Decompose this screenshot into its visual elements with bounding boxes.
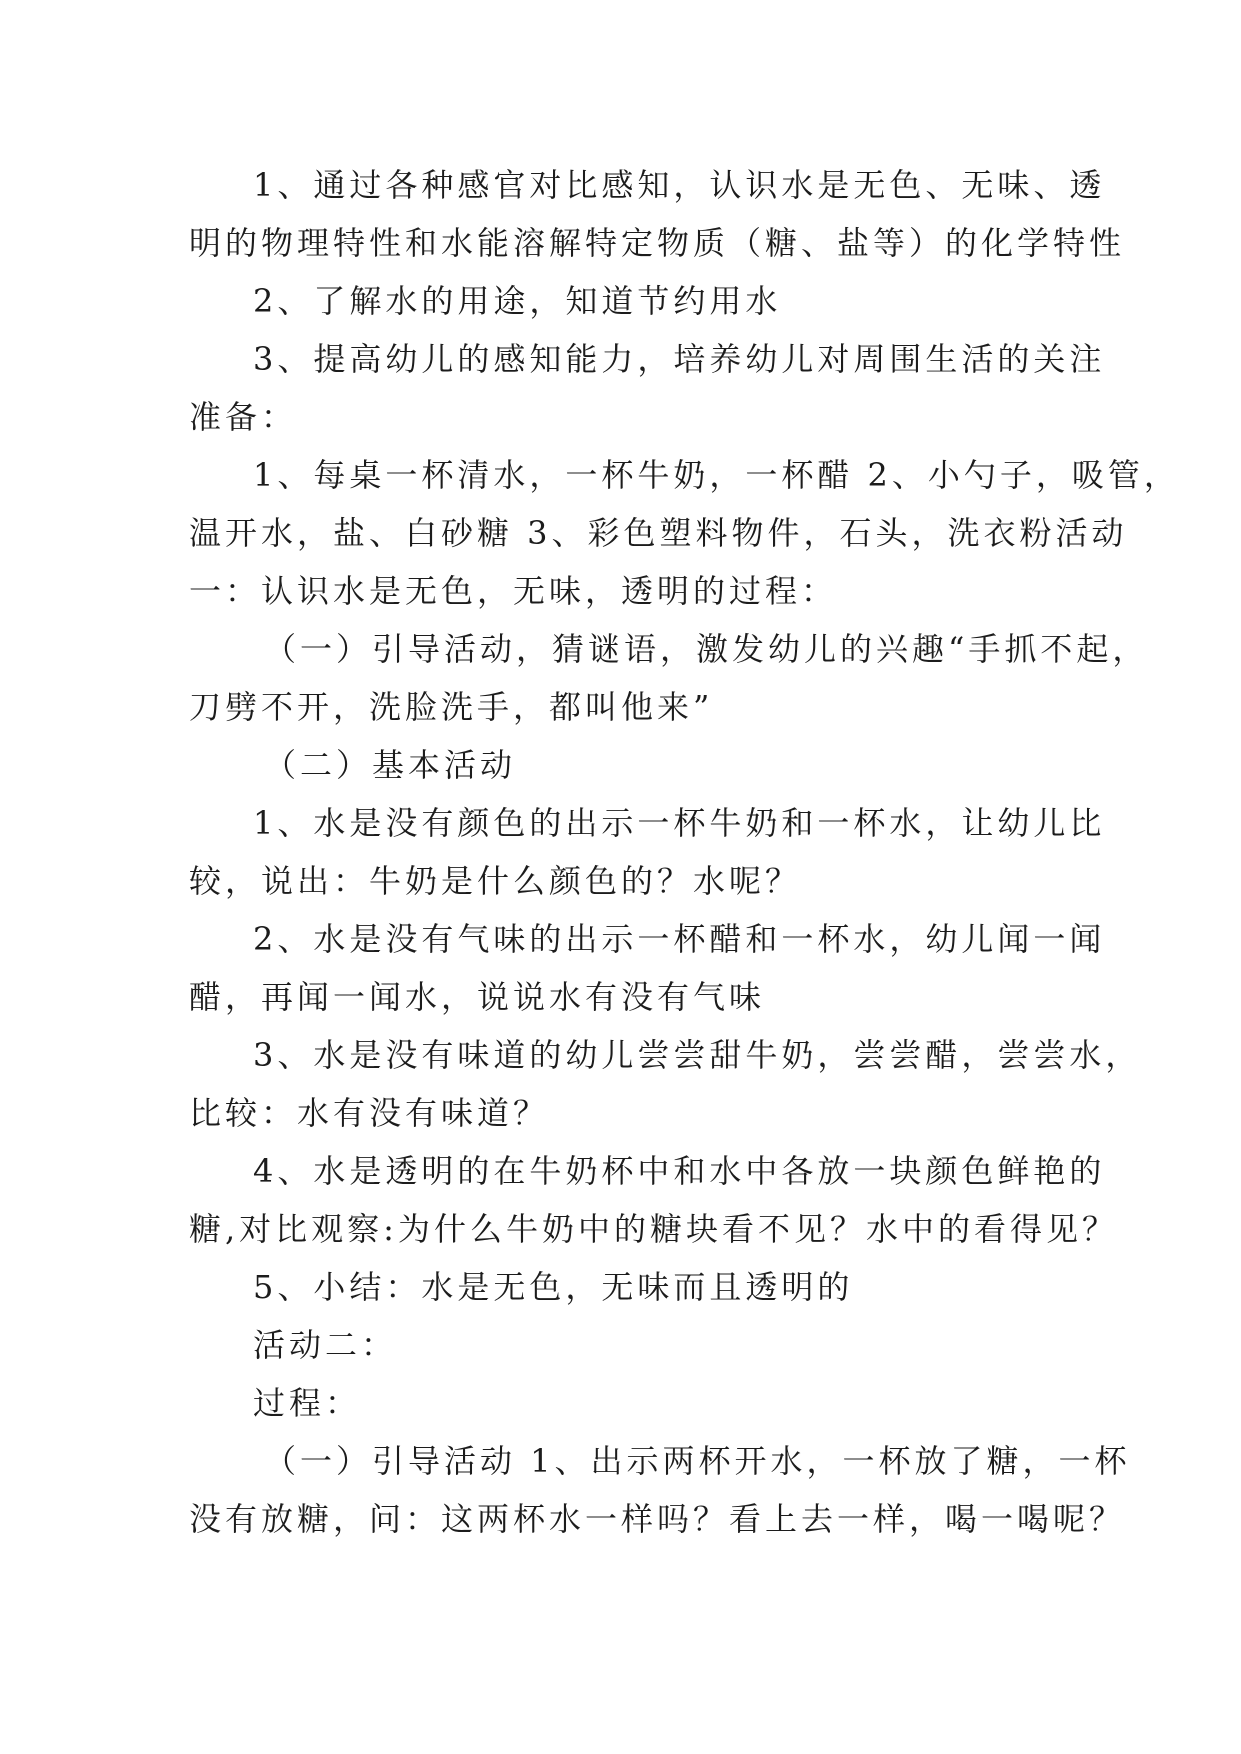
- text-line: 糖,对比观察:为什么牛奶中的糖块看不见？水中的看得见？: [189, 1210, 1118, 1248]
- text-line: 醋，再闻一闻水，说说水有没有气味: [189, 978, 766, 1016]
- text-line: 2、水是没有气味的出示一杯醋和一杯水，幼儿闻一闻: [253, 920, 1106, 958]
- text-line: 1、通过各种感官对比感知，认识水是无色、无味、透: [253, 166, 1106, 204]
- text-line: （一）引导活动 1、出示两杯开水，一杯放了糖，一杯: [264, 1442, 1131, 1480]
- section-heading: 活动二：: [253, 1326, 398, 1364]
- text-line: 较，说出：牛奶是什么颜色的？水呢？: [189, 862, 802, 900]
- text-line: 2、了解水的用途，知道节约用水: [253, 282, 782, 320]
- text-line: 明的物理特性和水能溶解特定物质（糖、盐等）的化学特性: [189, 224, 1126, 262]
- text-line: 温开水，盐、白砂糖 3、彩色塑料物件，石头，洗衣粉活动: [189, 514, 1128, 552]
- text-line: 1、水是没有颜色的出示一杯牛奶和一杯水，让幼儿比: [253, 804, 1106, 842]
- text-line: （一）引导活动，猜谜语，激发幼儿的兴趣“手抓不起，: [264, 630, 1149, 668]
- text-line: 1、每桌一杯清水，一杯牛奶，一杯醋 2、小勺子，吸管，: [253, 456, 1180, 494]
- section-heading: 准备：: [189, 398, 298, 436]
- text-line: 没有放糖，问：这两杯水一样吗？看上去一样，喝一喝呢？: [189, 1500, 1126, 1538]
- text-line: 3、水是没有味道的幼儿尝尝甜牛奶，尝尝醋，尝尝水，: [253, 1036, 1142, 1074]
- text-line: 5、小结：水是无色，无味而且透明的: [253, 1268, 854, 1306]
- text-line: 4、水是透明的在牛奶杯中和水中各放一块颜色鲜艳的: [253, 1152, 1106, 1190]
- section-heading: （二）基本活动: [264, 746, 517, 784]
- text-line: 刀劈不开，洗脸洗手，都叫他来”: [189, 688, 714, 726]
- section-heading: 过程：: [253, 1384, 362, 1422]
- text-line: 3、提高幼儿的感知能力，培养幼儿对周围生活的关注: [253, 340, 1106, 378]
- document-body: [189, 156, 1180, 1548]
- text-line: 比较：水有没有味道？: [189, 1094, 550, 1132]
- text-line: 一：认识水是无色，无味，透明的过程：: [189, 572, 838, 610]
